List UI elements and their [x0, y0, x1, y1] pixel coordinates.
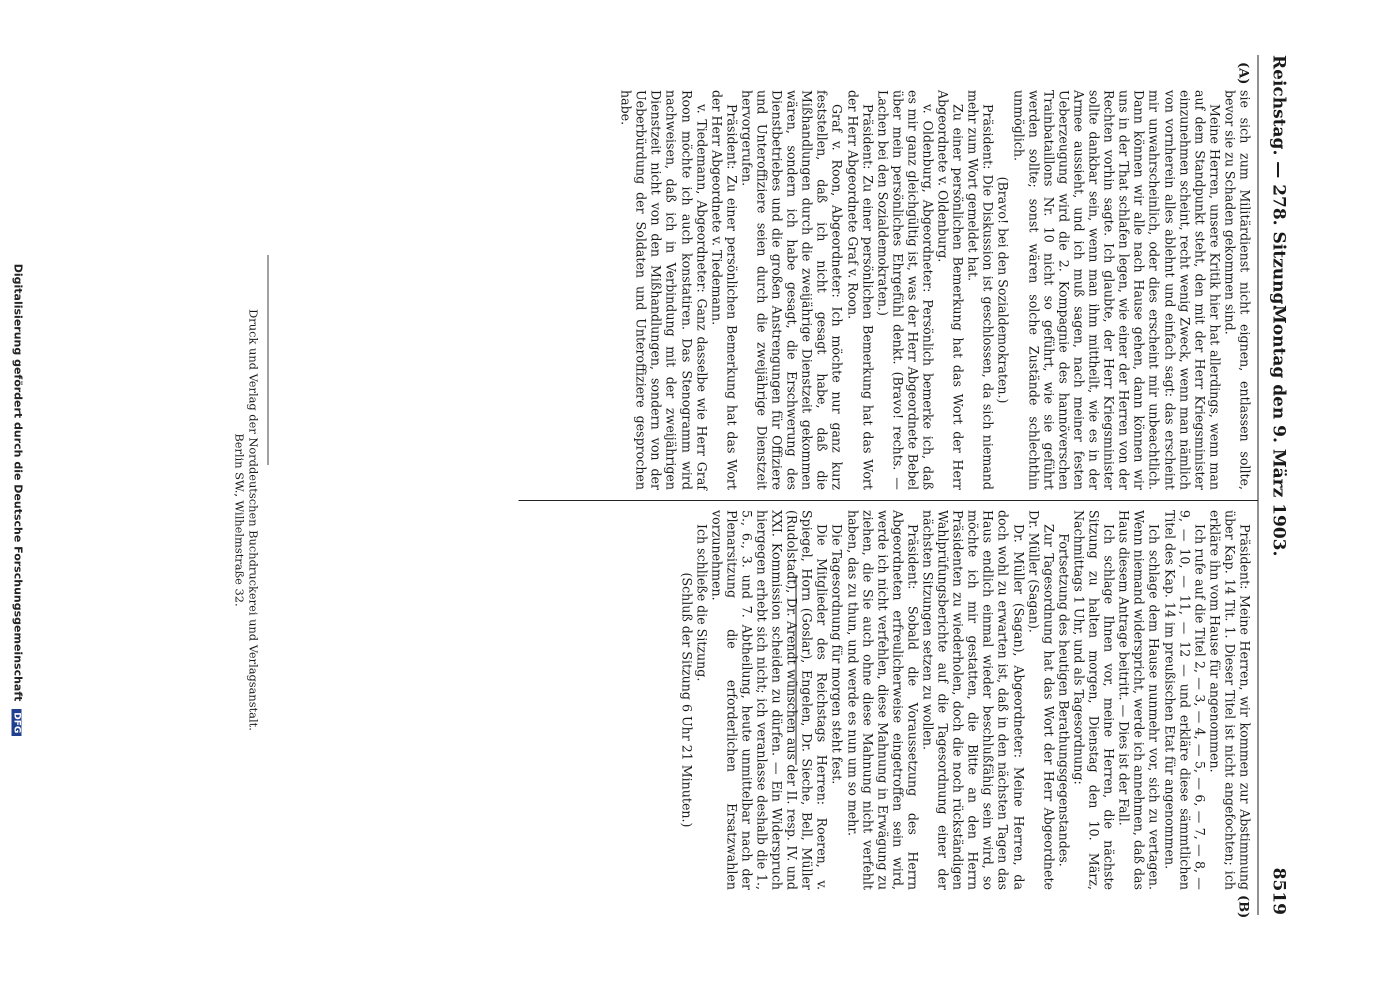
paragraph: Zu einer persönlichen Bemerkung hat das Wort der Herr Abgeordnete v. Oldenburg.	[935, 90, 966, 490]
paragraph: Präsident: Sobald die Voraussetzung des Herrn Abgeordneten erfreulicherweise eingetroffen sein wird, werde ich nicht verfehlen, diese Mahnung in Erwägung zu ziehen, die Sie auch ohne diese Mahnung nicht verfehlt haben, das zu thun, und werde es nun um so mehr.	[845, 510, 921, 890]
paragraph: Dr. Müller (Sagan), Abgeordneter: Meine Herren, da doch wohl zu erwarten ist, daß in den nächsten Tagen das Haus endlich einmal wieder beschlußfähig sein wird, so möchte ich mir gestatten, die Bitte an den Herrn Präsidenten zu wiederholen, doch die noch rückständigen Wahlprüfungsberichte auf die Tagesordnung einer der nächsten Sitzungen setzen zu wollen.	[920, 510, 1027, 890]
section-separator	[796, 575, 797, 765]
imprint-publisher: Druck und Verlag der Norddeutschen Buchdruckerei und Verlagsanstalt.	[246, 309, 261, 731]
marker-a: (A)	[1235, 62, 1251, 85]
imprint-address: Berlin SW., Wilhelmstraße 32.	[232, 433, 247, 607]
paragraph: Präsident: Zu einer persönlichen Bemerkung hat das Wort der Herr Abgeordnete Graf v. Roon.	[845, 90, 876, 490]
left-column	[619, 90, 1253, 490]
paragraph: v. Tiedemann, Abgeordneter: Ganz dasselbe wie Herr Graf Roon möchte ich auch konstatiren. Das Stenogramm wird nachweisen, daß ich in Verbindung mit der zweijährigen Dienstzeit nicht von den Mißhandlungen, sondern von der Ueberbürdung der Soldaten und Unteroffiziere gesprochen habe.	[618, 90, 710, 490]
agenda-item: Fortsetzung des heutigen Berathungsgegenstandes.	[1056, 533, 1072, 867]
digitization-note	[12, 0, 25, 1000]
paragraph: Ich schließe die Sitzung.	[694, 524, 710, 682]
dfg-logo: DFG	[12, 709, 22, 736]
paragraph: Zur Tagesordnung hat das Wort der Herr Abgeordnete Dr. Müller (Sagan).	[1026, 510, 1057, 890]
paragraph: Präsident: Zu einer persönlichen Bemerkung hat das Wort der Herr Abgeordnete v. Tiedemann.	[709, 90, 740, 490]
imprint	[233, 250, 261, 790]
header-date: Montag den 9. März 1903.	[1268, 305, 1289, 557]
column-divider	[519, 500, 1259, 501]
paragraph: sie sich zum Militärdienst nicht eignen, entlassen sollte, bevor sie zu Schaden gekommen sind.	[1222, 90, 1253, 490]
paragraph: Ich schlage dem Hause nunmehr vor, sich zu vertagen. Wenn niemand widerspricht, werde ich annehmen, daß das Haus diesem Antrage beitritt. — Dies ist der Fall.	[1116, 510, 1162, 890]
header-session: Reichstag. — 278. Sitzung.	[1268, 55, 1289, 311]
paragraph: v. Oldenburg, Abgeordneter: Persönlich bemerke ich, daß es mir ganz gleichgültig ist, was der Herr Abgeordnete Bebel über mein persönliches Ehrgefühl denkt. (Bravo! rechts. — Lachen bei den Sozialdemokraten.)	[875, 90, 936, 490]
paragraph: Präsident: Die Diskussion ist geschlossen, da sich niemand mehr zum Wort gemeldet hat.	[965, 90, 996, 490]
paragraph: Ich rufe auf die Titel 2, — 3, — 4, — 5, — 6, — 7, — 8, — 9, — 10, — 11, — 12 — und erkläre diese sämmtlichen Titel des Kap. 14 im preußischen Etat für angenommen.	[1162, 510, 1208, 890]
interjection: (Bravo! bei den Sozialdemokraten.)	[996, 176, 1011, 404]
page-header	[1265, 55, 1289, 915]
header-rule	[1258, 55, 1259, 915]
right-column	[679, 510, 1253, 890]
paragraph: Die Mitglieder des Reichstags Herren: Roeren, v. Spiegel, Horn (Goslar), Engelen, Dr. Sieche, Bell, Müller (Rudolstadt), Dr. Arendt wünschen aus der II. resp. IV. und XXI. Kommission scheiden zu dürfen. — Ein Widerspruch hiergegen erhebt sich nicht; ich veranlasse deshalb die 1., 5., 6., 3. und 7. Abtheilung, heute unmittelbar nach der Plenarsitzung die erforderlichen Ersatzwahlen vorzunehmen.	[709, 510, 830, 890]
paragraph: Die Tagesordnung für morgen steht fest.	[829, 524, 845, 785]
paragraph: Präsident: Meine Herren, wir kommen zur Abstimmung über Kap. 14 Tit. 1. Dieser Titel ist nicht angefochten; ich erkläre ihn vom Hause für angenommen.	[1207, 510, 1253, 890]
session-close: (Schluß der Sitzung 6 Uhr 21 Minuten.)	[679, 572, 695, 828]
paragraph: Meine Herren, unsere Kritik hier hat allerdings, wenn man auf dem Standpunkt steht, den mit der Herr Kriegsminister einzunehmen scheint, recht wenig Zweck, wenn man nämlich von vornherein alles ablehnt und einfach sagt: das erscheint mir unwahrscheinlich, oder dies erscheint mir unbeachtlich. Dann können wir alle nach Hause gehen, dann können wir uns in der That schlafen legen, wie einer der Herren von der Rechten vorhin sagte. Ich glaubte, der Herr Kriegsminister sollte dankbar sein, wenn man ihm mittheilt, wie es in der Armee aussieht, und ich muß sagen, nach meiner festen Ueberzeugung wird die 2. Kompagnie des hannöverschen Trainbataillons Nr. 10 nicht so geführt, wie sie geführt werden sollte; sonst wären solche Zustände schlechthin unmöglich.	[1011, 90, 1223, 490]
paragraph: Graf v. Roon, Abgeordneter: Ich möchte nur ganz kurz feststellen, daß ich nicht gesagt habe, daß die Mißhandlungen durch die zweijährige Dienstzeit gekommen wären, sondern ich habe gesagt, die Erschwerung des Dienstbetriebes und die großen Anstrengungen für Offiziere und Unteroffiziere seien durch die zweijährige Dienstzeit hervorgerufen.	[739, 90, 845, 490]
digitization-text: Digitalisierung gefördert durch die Deutsche Forschungsgemeinschaft	[11, 263, 25, 702]
marker-b: (B)	[1235, 895, 1251, 919]
paragraph: Ich schlage Ihnen vor, meine Herren, die nächste Sitzung zu halten morgen, Dienstag den 10. März, Nachmittags 1 Uhr, und als Tagesordnung:	[1071, 510, 1117, 890]
page-number: 8519	[1268, 867, 1289, 915]
imprint-rule	[268, 255, 269, 465]
